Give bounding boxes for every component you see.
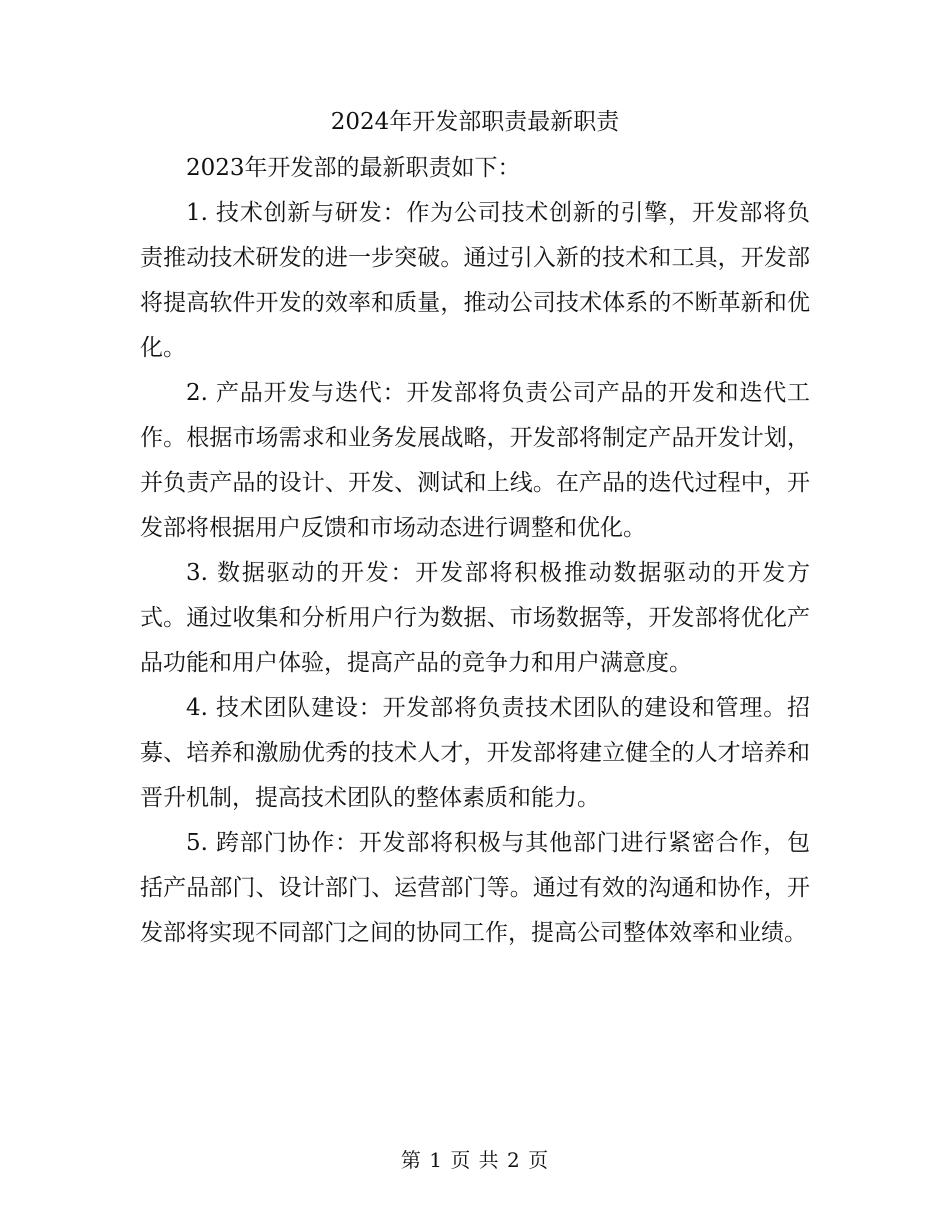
duty-item-2: 2. 产品开发与迭代：开发部将负责公司产品的开发和迭代工作。根据市场需求和业务发展战略，开发部将制定产品开发计划，并负责产品的设计、开发、测试和上线。在产品的迭代过程中，开发部将根据用户反馈和市场动态进行调整和优化。 xyxy=(140,380,810,541)
document-body xyxy=(140,146,810,956)
duty-item-1: 1. 技术创新与研发：作为公司技术创新的引擎，开发部将负责推动技术研发的进一步突破。通过引入新的技术和工具，开发部将提高软件开发的效率和质量，推动公司技术体系的不断革新和优化。 xyxy=(140,200,810,361)
page-number-footer: 第 1 页 共 2 页 xyxy=(400,1148,550,1172)
duty-item-4: 4. 技术团队建设：开发部将负责技术团队的建设和管理。招募、培养和激励优秀的技术人才，开发部将建立健全的人才培养和晋升机制，提高技术团队的整体素质和能力。 xyxy=(140,695,810,811)
duty-item-3: 3. 数据驱动的开发：开发部将积极推动数据驱动的开发方式。通过收集和分析用户行为数据、市场数据等，开发部将优化产品功能和用户体验，提高产品的竞争力和用户满意度。 xyxy=(140,560,810,676)
duty-item-5: 5. 跨部门协作：开发部将积极与其他部门进行紧密合作，包括产品部门、设计部门、运营部门等。通过有效的沟通和协作，开发部将实现不同部门之间的协同工作，提高公司整体效率和业绩。 xyxy=(140,830,810,946)
intro-paragraph: 2023年开发部的最新职责如下： xyxy=(186,155,521,181)
document-title: 2024年开发部职责最新职责 xyxy=(330,109,620,135)
